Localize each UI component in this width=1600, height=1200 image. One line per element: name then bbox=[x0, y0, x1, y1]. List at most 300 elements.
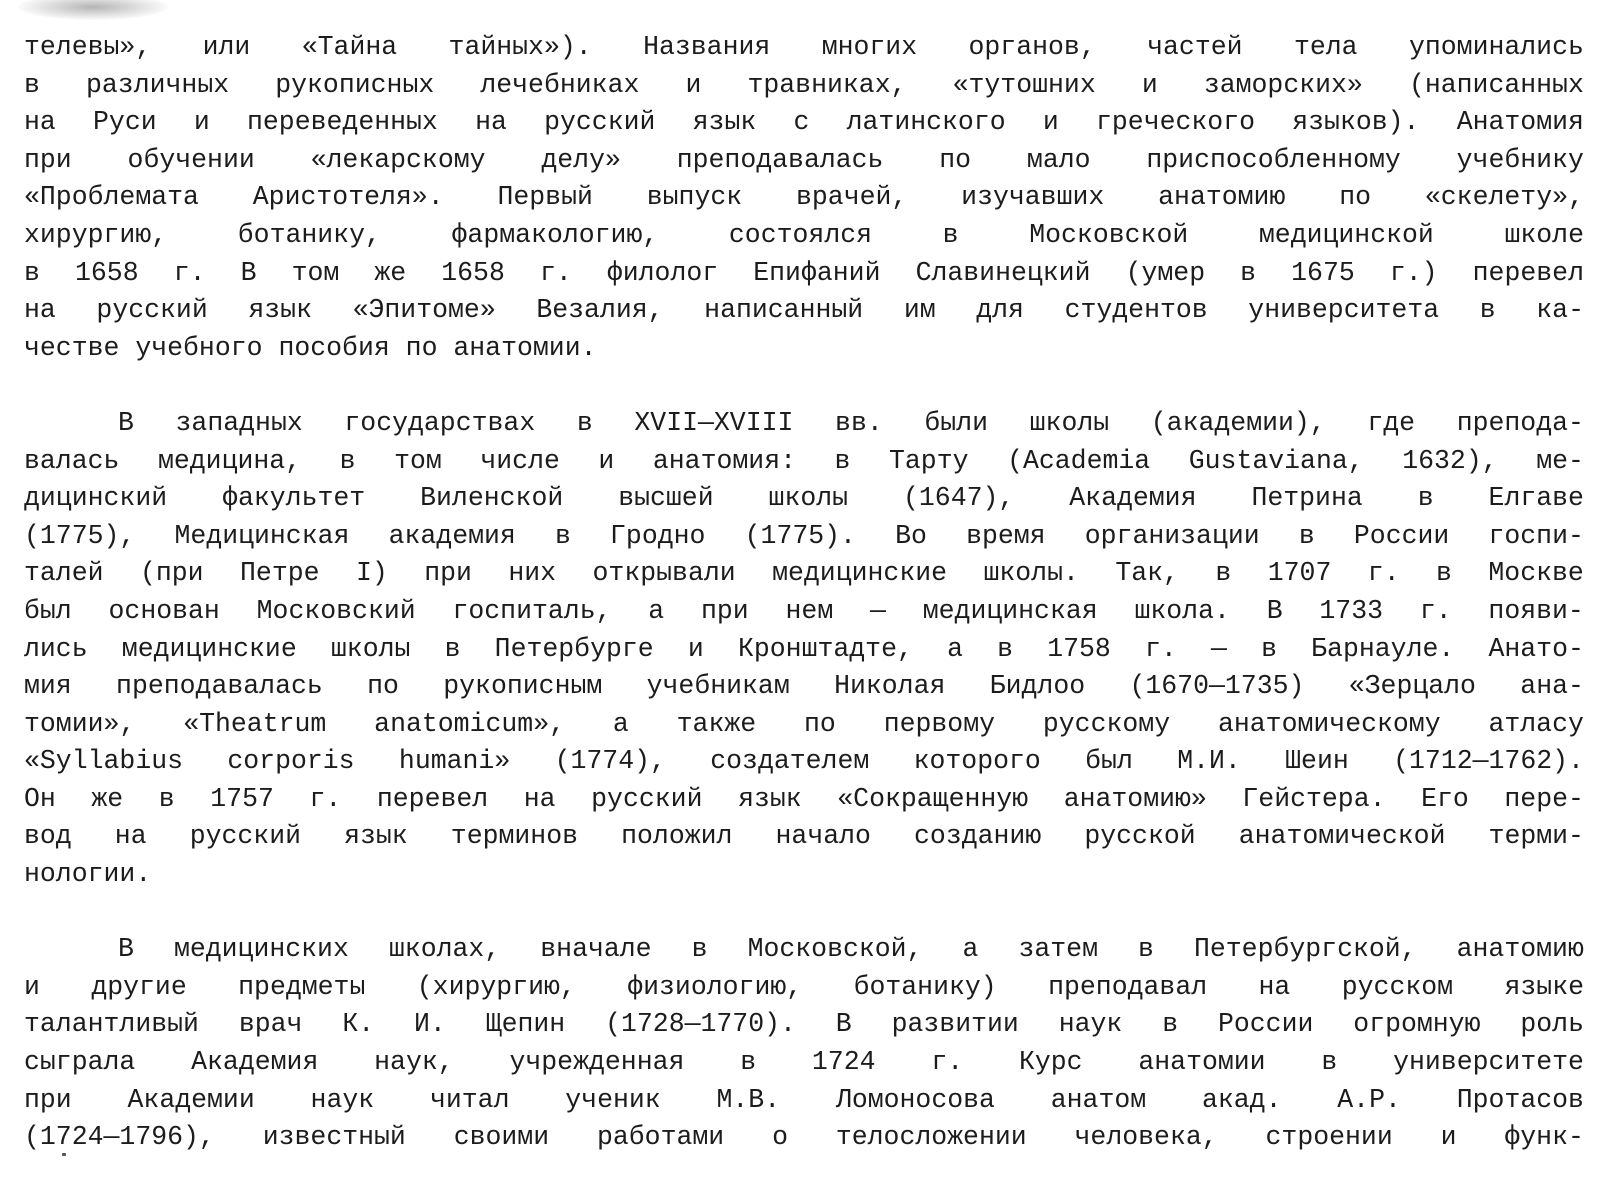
word: перевел bbox=[376, 783, 489, 814]
word: Московской bbox=[1029, 219, 1189, 250]
text-line bbox=[24, 706, 1584, 744]
text-line bbox=[24, 969, 1584, 1007]
word: г. bbox=[1419, 595, 1452, 626]
word: Николая bbox=[834, 671, 946, 702]
word: рукописных bbox=[275, 69, 435, 100]
word: Ломоносова bbox=[835, 1084, 995, 1115]
word: в bbox=[158, 783, 175, 814]
word: в bbox=[1436, 558, 1452, 589]
word: в bbox=[1215, 558, 1232, 589]
word: Так, bbox=[1115, 558, 1179, 589]
word: терминов bbox=[450, 821, 579, 852]
word: г. bbox=[1367, 558, 1400, 589]
word: им bbox=[903, 295, 936, 326]
text-line bbox=[24, 67, 1584, 105]
word: госпи- bbox=[1488, 520, 1584, 551]
word: «скелету», bbox=[1424, 182, 1584, 213]
text-line bbox=[24, 142, 1584, 180]
word: В bbox=[1266, 595, 1283, 626]
word: строении bbox=[1265, 1122, 1393, 1153]
word: работами bbox=[596, 1122, 725, 1153]
word: открывали bbox=[592, 558, 736, 589]
word: в bbox=[1479, 295, 1496, 326]
word: русскому bbox=[1042, 708, 1171, 739]
word: анатомия: bbox=[652, 445, 796, 476]
word: по bbox=[367, 671, 399, 702]
word: Петрина bbox=[1251, 483, 1363, 514]
word: язык bbox=[738, 783, 802, 814]
text-line bbox=[24, 179, 1584, 217]
word: анатомическому bbox=[1217, 708, 1441, 739]
word: медицинская bbox=[922, 595, 1098, 626]
word: фармакологию, bbox=[451, 219, 659, 250]
word: и bbox=[1141, 69, 1158, 100]
word: рукописным bbox=[443, 671, 603, 702]
word: при bbox=[701, 595, 749, 626]
word: Академия bbox=[191, 1047, 319, 1078]
word: Петербургской, bbox=[1193, 934, 1417, 965]
word: русской bbox=[1084, 821, 1196, 852]
word: Московский bbox=[256, 595, 416, 626]
word: Академии bbox=[127, 1084, 255, 1115]
word: «тутошних bbox=[952, 69, 1096, 100]
word: Анатомия bbox=[1456, 107, 1584, 138]
word: ка- bbox=[1536, 295, 1584, 326]
word: госпиталь, bbox=[452, 595, 612, 626]
word: В bbox=[835, 1009, 852, 1040]
word: 1757 bbox=[210, 783, 274, 814]
word: упоминались bbox=[1408, 32, 1584, 62]
word: медицинские bbox=[121, 633, 297, 664]
word: ме- bbox=[1536, 445, 1584, 476]
word: 1658 bbox=[441, 257, 505, 288]
word: препода- bbox=[1456, 407, 1584, 438]
text-line bbox=[24, 743, 1584, 781]
word: М.И. bbox=[1177, 746, 1241, 777]
word: ботанику, bbox=[237, 219, 381, 250]
word: функ- bbox=[1504, 1122, 1584, 1153]
word: положил bbox=[621, 821, 733, 852]
word: а bbox=[962, 934, 979, 965]
word: огромную bbox=[1353, 1009, 1481, 1040]
text-line bbox=[24, 593, 1584, 631]
word: учебнику bbox=[1456, 144, 1584, 175]
paragraph-gap bbox=[24, 894, 1584, 932]
word: делу» bbox=[541, 144, 621, 175]
word: академия bbox=[388, 520, 516, 551]
word: Щепин bbox=[485, 1009, 566, 1040]
text-line bbox=[24, 1119, 1584, 1157]
word: Аристотеля». bbox=[252, 182, 444, 213]
word: (написанных bbox=[1408, 69, 1584, 100]
word: в bbox=[1240, 257, 1257, 288]
word: русский bbox=[189, 821, 302, 852]
word: учебникам bbox=[646, 671, 790, 702]
text-line bbox=[24, 443, 1584, 481]
word: Анато- bbox=[1488, 633, 1584, 664]
word: в bbox=[1138, 934, 1154, 965]
word: (умер bbox=[1125, 257, 1206, 288]
word: с bbox=[793, 107, 810, 138]
word: акад. bbox=[1201, 1084, 1282, 1115]
word: К. bbox=[342, 1009, 375, 1040]
text-line bbox=[24, 931, 1584, 969]
word: Названия bbox=[643, 32, 771, 62]
word: созданию bbox=[914, 821, 1042, 852]
word: языке bbox=[1504, 971, 1584, 1002]
word: время bbox=[966, 520, 1046, 551]
word: школы bbox=[768, 483, 849, 514]
paragraph-1 bbox=[24, 29, 1584, 367]
word: Епифаний bbox=[753, 257, 881, 288]
word: на bbox=[1258, 971, 1291, 1002]
word: человека, bbox=[1074, 1122, 1218, 1153]
word: (1724—1796), bbox=[24, 1122, 215, 1153]
word: в bbox=[1417, 483, 1434, 514]
word: в bbox=[576, 407, 593, 438]
word: которого bbox=[913, 746, 1041, 777]
word: или bbox=[202, 32, 251, 62]
word: обучении bbox=[127, 144, 255, 175]
word: 1724 bbox=[811, 1047, 876, 1078]
scan-speck bbox=[62, 1153, 66, 1156]
word: преподавал bbox=[1048, 971, 1208, 1002]
word: (1670—1735) bbox=[1129, 671, 1305, 702]
word: дицинский bbox=[24, 483, 168, 514]
word: приспособленному bbox=[1146, 144, 1401, 175]
word: ученик bbox=[565, 1084, 661, 1115]
word: при bbox=[424, 558, 472, 589]
word: русский bbox=[591, 783, 703, 814]
word: 1707 bbox=[1267, 558, 1332, 589]
word: Славинецкий bbox=[915, 257, 1091, 288]
word: школе bbox=[1504, 219, 1584, 250]
text-line: честве учебного пособия по анатомии. bbox=[24, 332, 597, 363]
word: школы bbox=[1029, 407, 1110, 438]
word: И. bbox=[414, 1009, 446, 1040]
word: в bbox=[997, 633, 1014, 664]
word: пере- bbox=[1504, 783, 1584, 814]
word: университета bbox=[1248, 295, 1440, 326]
word: на bbox=[114, 821, 147, 852]
word: Gustaviana, bbox=[1188, 445, 1364, 476]
word: наук bbox=[1058, 1009, 1123, 1040]
word: на bbox=[475, 107, 507, 138]
word: вв. bbox=[835, 407, 883, 438]
text-line bbox=[24, 818, 1584, 856]
word: а bbox=[612, 708, 629, 739]
word: предметы bbox=[238, 971, 366, 1002]
word: (хирургию, bbox=[416, 971, 576, 1002]
word: создателем bbox=[710, 746, 870, 777]
word: (1775), bbox=[24, 520, 136, 551]
word: высшей bbox=[618, 483, 714, 514]
word: государствах bbox=[344, 407, 536, 438]
word: где bbox=[1367, 407, 1416, 438]
word: и bbox=[598, 445, 615, 476]
word: 1758 bbox=[1047, 633, 1111, 664]
word: числе bbox=[480, 445, 560, 476]
word: телосложении bbox=[835, 1122, 1027, 1153]
text-line bbox=[24, 631, 1584, 669]
word: терми- bbox=[1488, 821, 1584, 852]
word: и bbox=[1042, 107, 1059, 138]
word: анатомию» bbox=[1063, 783, 1207, 814]
word: талантливый bbox=[24, 1009, 199, 1040]
word: Бидлоо bbox=[989, 671, 1086, 702]
word: известный bbox=[262, 1122, 406, 1153]
word: медицинские bbox=[772, 558, 948, 589]
word: тела bbox=[1293, 32, 1358, 62]
word: и bbox=[685, 69, 702, 100]
word: заморских» bbox=[1203, 69, 1363, 100]
word: в bbox=[554, 520, 571, 551]
word: а bbox=[947, 633, 963, 664]
word: телевы», bbox=[24, 32, 152, 62]
word: вод bbox=[24, 821, 72, 852]
word: России bbox=[1353, 520, 1450, 551]
word: в bbox=[1162, 1009, 1179, 1040]
word: ботанику) bbox=[853, 971, 997, 1002]
word: язык bbox=[344, 821, 408, 852]
word: Гейстера. bbox=[1242, 783, 1386, 814]
word: (1647), bbox=[903, 483, 1015, 514]
word: Барнауле. bbox=[1311, 633, 1455, 664]
word: них bbox=[508, 558, 557, 589]
word: наук, bbox=[374, 1047, 454, 1078]
text-line bbox=[24, 555, 1584, 593]
word: corporis bbox=[227, 746, 355, 777]
text-line bbox=[24, 292, 1584, 330]
word: — bbox=[1211, 633, 1227, 664]
word: и bbox=[1440, 1122, 1457, 1153]
word: «Зерцало bbox=[1348, 671, 1476, 702]
word: г.) bbox=[1389, 257, 1438, 288]
word: ана- bbox=[1520, 671, 1584, 702]
word: Петре bbox=[240, 558, 320, 589]
word: г. bbox=[1145, 633, 1177, 664]
word: школы. bbox=[983, 558, 1079, 589]
word: тайных»). bbox=[448, 32, 592, 62]
word: в bbox=[691, 934, 708, 965]
word: лечебниках bbox=[480, 69, 640, 100]
text-line: нологии. bbox=[24, 859, 152, 890]
word: своими bbox=[453, 1122, 550, 1153]
text-line bbox=[24, 104, 1584, 142]
word: Курс bbox=[1018, 1047, 1083, 1078]
word: Академия bbox=[1069, 483, 1197, 514]
text-line bbox=[24, 405, 1584, 443]
word: развитии bbox=[891, 1009, 1019, 1040]
word: другие bbox=[91, 971, 187, 1002]
word: для bbox=[976, 295, 1024, 326]
word: травниках, bbox=[747, 69, 907, 100]
word: язык bbox=[248, 295, 312, 326]
text-line bbox=[24, 480, 1584, 518]
word: мия bbox=[24, 671, 72, 702]
word: школы bbox=[330, 633, 411, 664]
word: по bbox=[1339, 182, 1372, 213]
word: Руси bbox=[93, 107, 157, 138]
word: (1712—1762). bbox=[1393, 746, 1584, 777]
scan-smudge bbox=[18, 0, 168, 20]
word: студентов bbox=[1064, 295, 1208, 326]
word: Медицинская bbox=[174, 520, 350, 551]
word: в bbox=[444, 633, 461, 664]
word: России bbox=[1217, 1009, 1314, 1040]
word: медицина, bbox=[157, 445, 302, 476]
word: «Тайна bbox=[301, 32, 398, 62]
word: валась bbox=[24, 445, 120, 476]
word: в bbox=[740, 1047, 757, 1078]
word: читал bbox=[429, 1084, 510, 1115]
word: и bbox=[687, 633, 704, 664]
word: русском bbox=[1341, 971, 1454, 1002]
word: (1774), bbox=[554, 746, 666, 777]
word: г. bbox=[173, 257, 206, 288]
paragraph-gap bbox=[24, 367, 1584, 405]
word: «лекарскому bbox=[310, 144, 486, 175]
word: 1658 bbox=[74, 257, 139, 288]
word: Его bbox=[1421, 783, 1469, 814]
word: 1632), bbox=[1402, 445, 1498, 476]
word: А.Р. bbox=[1337, 1084, 1401, 1115]
word: выпуск bbox=[646, 182, 743, 213]
word: том bbox=[394, 445, 442, 476]
word: в bbox=[24, 69, 40, 100]
word: «Syllabius bbox=[24, 746, 184, 777]
word: Москве bbox=[1488, 558, 1584, 589]
word: был bbox=[1085, 746, 1133, 777]
word: по bbox=[804, 708, 836, 739]
word: на bbox=[523, 783, 556, 814]
word: хирургию, bbox=[24, 219, 168, 250]
word: Виленской bbox=[420, 483, 564, 514]
word: русский bbox=[544, 107, 656, 138]
word: также bbox=[676, 708, 757, 739]
word: перевел bbox=[1472, 257, 1584, 288]
word: Шеин bbox=[1285, 746, 1349, 777]
word: на bbox=[24, 295, 56, 326]
word: — bbox=[870, 595, 886, 626]
word: наук bbox=[310, 1084, 375, 1115]
word: Московской, bbox=[747, 934, 923, 965]
word: Елгаве bbox=[1488, 483, 1584, 514]
word: основан bbox=[108, 595, 220, 626]
text-line bbox=[24, 217, 1584, 255]
word: филолог bbox=[606, 257, 719, 288]
word: (1775). bbox=[744, 520, 856, 551]
word: 1675 bbox=[1291, 257, 1355, 288]
word: переведенных bbox=[247, 107, 438, 138]
word: были bbox=[924, 407, 989, 438]
word: XVII—XVIII bbox=[634, 407, 794, 438]
word: при bbox=[24, 144, 72, 175]
word: преподавалась bbox=[116, 671, 323, 702]
word: затем bbox=[1018, 934, 1098, 965]
text-line bbox=[24, 29, 1584, 67]
word: (академии), bbox=[1150, 407, 1326, 438]
paragraph-2 bbox=[24, 405, 1584, 894]
word: появи- bbox=[1488, 595, 1584, 626]
word: humani» bbox=[398, 746, 511, 777]
word: языков). bbox=[1292, 107, 1420, 138]
word: лись bbox=[24, 633, 88, 664]
word: в bbox=[1298, 520, 1315, 551]
word: anatomicum», bbox=[374, 708, 566, 739]
word: вначале bbox=[540, 934, 652, 965]
word: Кронштадте, bbox=[737, 633, 913, 664]
word: в bbox=[942, 219, 959, 250]
word: школах, bbox=[388, 934, 501, 965]
word: же bbox=[91, 783, 124, 814]
word: мало bbox=[1026, 144, 1091, 175]
word: западных bbox=[175, 407, 303, 438]
word: учрежденная bbox=[509, 1047, 685, 1078]
word: о bbox=[772, 1122, 788, 1153]
word: анатомической bbox=[1238, 821, 1446, 852]
word: анатомии bbox=[1138, 1047, 1266, 1078]
word: был bbox=[24, 595, 72, 626]
word: же bbox=[374, 257, 407, 288]
word: «Эпитоме» bbox=[352, 295, 496, 326]
word: анатомию bbox=[1456, 934, 1584, 965]
word: изучавших bbox=[961, 182, 1105, 213]
word: I) bbox=[355, 558, 388, 589]
word: врачей, bbox=[796, 182, 908, 213]
word: талей bbox=[24, 558, 104, 589]
word: сыграла bbox=[24, 1047, 136, 1078]
word: (при bbox=[139, 558, 204, 589]
word: В bbox=[118, 407, 134, 438]
word: первому bbox=[883, 708, 996, 739]
word: организации bbox=[1084, 520, 1260, 551]
word: медицинской bbox=[1258, 219, 1434, 250]
word: в bbox=[834, 445, 851, 476]
word: томии», bbox=[24, 708, 136, 739]
word: медицинских bbox=[173, 934, 349, 965]
word: и bbox=[193, 107, 210, 138]
word: написанный bbox=[704, 295, 864, 326]
word: Петербурге bbox=[494, 633, 654, 664]
word: «Сокращенную bbox=[837, 783, 1029, 814]
word: анатомию bbox=[1158, 182, 1286, 213]
word: В bbox=[118, 934, 134, 965]
word: Во bbox=[895, 520, 927, 551]
paragraph-3 bbox=[24, 931, 1584, 1157]
word: школа. bbox=[1134, 595, 1230, 626]
word: в bbox=[339, 445, 356, 476]
word: органов, bbox=[968, 32, 1096, 62]
word: университете bbox=[1393, 1047, 1584, 1078]
word: многих bbox=[821, 32, 918, 62]
word: анатом bbox=[1050, 1084, 1147, 1115]
word: врач bbox=[238, 1009, 303, 1040]
word: греческого bbox=[1095, 107, 1256, 138]
word: г. bbox=[931, 1047, 964, 1078]
word: латинского bbox=[846, 107, 1006, 138]
word: «Theatrum bbox=[183, 708, 327, 739]
word: Протасов bbox=[1456, 1084, 1584, 1115]
word: Тарту bbox=[889, 445, 969, 476]
word: нем bbox=[785, 595, 834, 626]
word: г. bbox=[539, 257, 572, 288]
word: том bbox=[291, 257, 340, 288]
word: русский bbox=[96, 295, 208, 326]
word: язык bbox=[692, 107, 757, 138]
word: частей bbox=[1147, 32, 1243, 62]
text-line bbox=[24, 1006, 1584, 1044]
